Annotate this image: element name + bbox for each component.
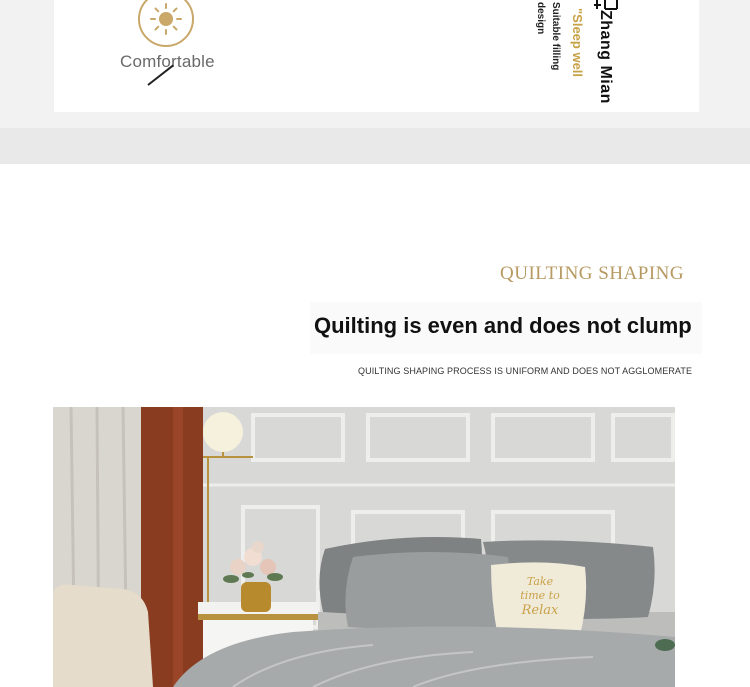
brand-glyph-icon <box>593 0 621 10</box>
sun-icon <box>137 0 195 48</box>
bedroom-photo <box>53 407 675 687</box>
section-title: Quilting is even and does not clump <box>314 313 692 338</box>
bedroom-illustration <box>53 407 675 687</box>
section-subtitle: QUILTING SHAPING PROCESS IS UNIFORM AND DOES NOT AGGLOMERATE <box>358 366 693 376</box>
sleep-quote: "Sleep well <box>570 8 585 78</box>
feature-line-1: Suitable filling <box>550 2 561 71</box>
comfortable-label: Comfortable <box>120 52 215 71</box>
svg-text:time to: time to <box>520 589 560 602</box>
brand-name: Zhang Mian <box>597 10 614 104</box>
section-heading: QUILTING SHAPING <box>500 263 685 284</box>
svg-text:Relax: Relax <box>521 603 559 618</box>
feature-line-2: design <box>535 2 546 35</box>
pillow-print: Take <box>526 575 554 588</box>
divider-band <box>0 128 750 164</box>
